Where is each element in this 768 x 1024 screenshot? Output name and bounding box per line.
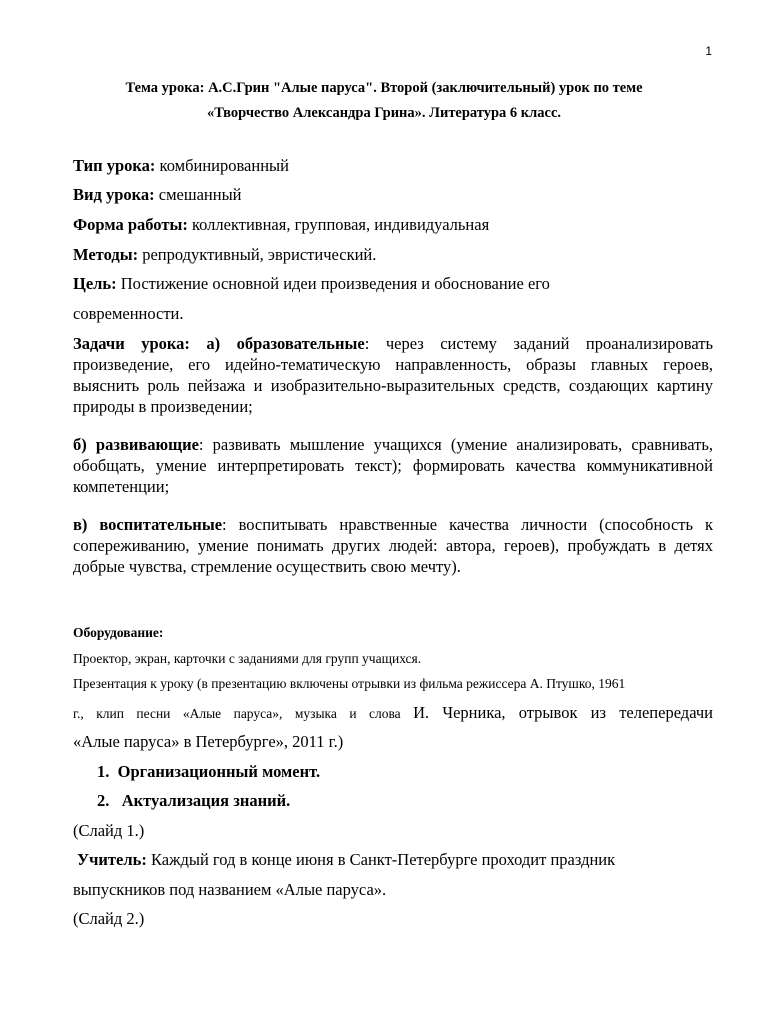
goal-line-1: Постижение основной идеи произведения и обоснование его bbox=[116, 274, 550, 293]
slide-1: (Слайд 1.) bbox=[73, 821, 145, 840]
equipment-line-2: Презентация к уроку (в презентацию включены отрывки из фильма режиссера А. Птушко, 1961 bbox=[73, 676, 626, 691]
educational-text: : через систему заданий проанализировать произведение, его идейно-тематическую направленность, образы главных героев, выяснить роль пейзажа и изобразительно-выразительных средств, создающих картину природы в произведении; bbox=[73, 334, 713, 416]
upbringing-text: : воспитывать нравственные качества личности (способность к сопереживанию, умение понимать других людей: автора, героев), пробуждать в детях добрые чувства, стремление осуществить свою мечту). bbox=[73, 515, 713, 576]
tasks-label: Задачи урока: bbox=[73, 334, 190, 353]
methods bbox=[73, 244, 713, 265]
plan-item-1-num: 1. bbox=[97, 762, 110, 781]
methods-label: Методы: bbox=[73, 245, 139, 264]
plan-item-1-text: Организационный момент. bbox=[117, 762, 321, 781]
teacher-label: Учитель: bbox=[77, 850, 147, 869]
work-form-value: коллективная, групповая, индивидуальная bbox=[187, 215, 490, 234]
title-line-2: «Творчество Александра Грина». Литература 6 класс. bbox=[206, 105, 562, 121]
equipment-line-3 bbox=[73, 702, 713, 724]
work-form bbox=[73, 214, 713, 235]
methods-value: репродуктивный, эвристический. bbox=[138, 245, 377, 264]
lesson-type bbox=[73, 155, 713, 176]
tasks-educational bbox=[73, 333, 713, 417]
lesson-title bbox=[0, 76, 768, 126]
page-number: 1 bbox=[705, 44, 712, 58]
goal-label: Цель: bbox=[73, 274, 117, 293]
teacher-line-1 bbox=[77, 849, 717, 870]
equipment-line-3a: г., клип песни «Алые паруса», музыка и слова bbox=[73, 706, 414, 721]
lesson-kind-value: смешанный bbox=[154, 185, 242, 204]
tasks-developmental bbox=[73, 434, 713, 497]
tasks-upbringing bbox=[73, 514, 713, 577]
title-line-1: Тема урока: А.С.Грин "Алые паруса". Второй (заключительный) урок по теме bbox=[125, 80, 643, 96]
goal bbox=[73, 273, 713, 294]
teacher-text-1: Каждый год в конце июня в Санкт-Петербурге проходит праздник bbox=[146, 850, 616, 869]
work-form-label: Форма работы: bbox=[73, 215, 188, 234]
equipment-heading: Оборудование: bbox=[73, 625, 164, 640]
lesson-type-label: Тип урока: bbox=[73, 156, 156, 175]
lesson-kind bbox=[73, 184, 713, 205]
developmental-text: : развивать мышление учащихся (умение анализировать, сравнивать, обобщать, умение интерпретировать текст); формировать качества коммуникативной компетенции; bbox=[73, 435, 713, 496]
developmental-label: б) развивающие bbox=[73, 435, 199, 454]
plan-item-1 bbox=[97, 762, 320, 782]
upbringing-label: в) воспитательные bbox=[73, 515, 223, 534]
lesson-kind-label: Вид урока: bbox=[73, 185, 155, 204]
plan-item-2 bbox=[97, 791, 290, 811]
plan-item-2-num: 2. bbox=[97, 791, 110, 810]
goal-continuation: современности. bbox=[73, 304, 184, 323]
equipment-line-3b: И. Черника, отрывок из телепередачи bbox=[413, 703, 713, 722]
equipment-line-4: «Алые паруса» в Петербурге», 2011 г.) bbox=[73, 732, 344, 751]
educational-label: а) образовательные bbox=[189, 334, 365, 353]
slide-2: (Слайд 2.) bbox=[73, 909, 145, 928]
equipment-line-1: Проектор, экран, карточки с заданиями для групп учащихся. bbox=[73, 651, 422, 666]
lesson-type-value: комбинированный bbox=[155, 156, 289, 175]
teacher-line-2: выпускников под названием «Алые паруса». bbox=[73, 880, 387, 899]
plan-item-2-text: Актуализация знаний. bbox=[121, 791, 291, 810]
